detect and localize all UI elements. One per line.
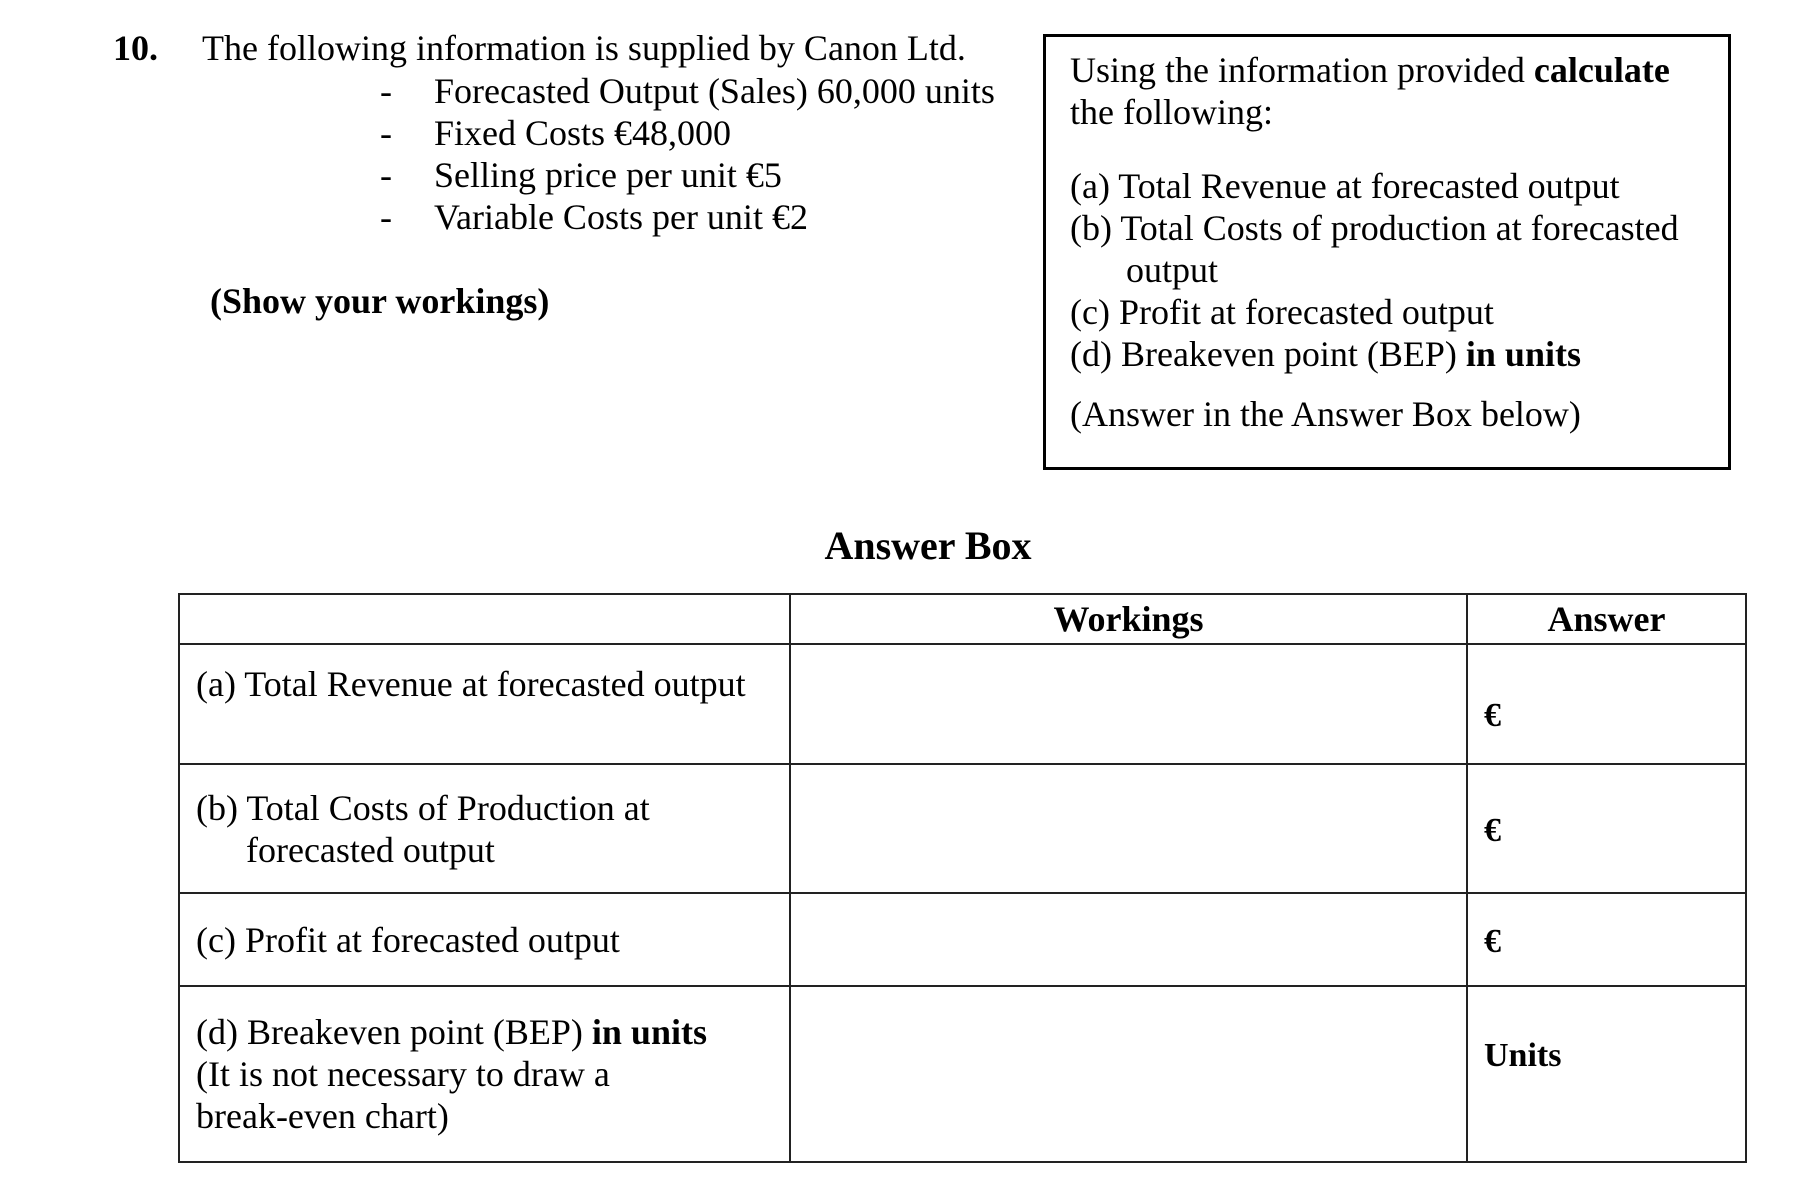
row-b-label-cell <box>179 764 790 893</box>
row-d-workings-cell[interactable] <box>790 986 1467 1162</box>
euro-symbol: € <box>1484 697 1501 734</box>
row-a-label-cell <box>179 644 790 764</box>
row-a-workings-cell[interactable] <box>790 644 1467 764</box>
given-data-list <box>380 70 995 238</box>
euro-symbol: € <box>1484 811 1501 849</box>
task-intro-bold: calculate <box>1533 50 1670 90</box>
table-row-b <box>179 764 1746 893</box>
table-row-a <box>179 644 1746 764</box>
task-item-d-text: (d) Breakeven point (BEP) <box>1070 334 1466 374</box>
row-d-label <box>196 1011 773 1137</box>
task-item-b-cont: output <box>1126 250 1219 290</box>
task-instructions-box <box>1043 34 1731 470</box>
task-item-b: (b) Total Costs of production at forecasted <box>1070 208 1679 248</box>
bullet-dash: - <box>380 71 392 111</box>
row-d-label-line3: break-even chart) <box>196 1096 449 1136</box>
row-d-answer-cell[interactable] <box>1467 986 1746 1162</box>
row-d-label-bold: in units <box>591 1012 707 1052</box>
task-intro-text: Using the information provided <box>1070 50 1534 90</box>
given-forecasted-output <box>380 70 995 112</box>
given-variable-costs <box>380 196 995 238</box>
row-a-label: (a) Total Revenue at forecasted output <box>196 664 746 704</box>
question-intro: The following information is supplied by Canon Ltd. <box>202 28 966 68</box>
show-workings-note: (Show your workings) <box>210 281 550 321</box>
row-b-workings-cell[interactable] <box>790 764 1467 893</box>
answer-table <box>178 593 1747 1163</box>
task-item-d <box>1070 333 1679 375</box>
row-b-label <box>196 787 773 871</box>
header-workings: Workings <box>790 594 1467 644</box>
bullet-dash: - <box>380 197 392 237</box>
answer-table-header <box>179 594 1746 644</box>
row-c-label-cell <box>179 893 790 986</box>
row-c-answer-cell[interactable] <box>1467 893 1746 986</box>
answer-box-title: Answer Box <box>824 523 1032 568</box>
given-selling-price <box>380 154 995 196</box>
header-answer: Answer <box>1467 594 1746 644</box>
row-d-label-text: (d) Breakeven point (BEP) <box>196 1012 592 1052</box>
bullet-dash: - <box>380 113 392 153</box>
task-item-d-bold: in units <box>1465 334 1581 374</box>
table-row-d <box>179 986 1746 1162</box>
bullet-text: Variable Costs per unit €2 <box>434 197 808 237</box>
header-blank <box>179 594 790 644</box>
row-d-label-line1 <box>196 1011 773 1053</box>
task-intro-line2: the following: <box>1070 92 1273 132</box>
row-d-label-cell <box>179 986 790 1162</box>
question-number: 10. <box>113 28 158 68</box>
bullet-text: Fixed Costs €48,000 <box>434 113 732 153</box>
row-c-workings-cell[interactable] <box>790 893 1467 986</box>
task-item-c: (c) Profit at forecasted output <box>1070 292 1494 332</box>
row-b-label-line1: (b) Total Costs of Production at <box>196 787 650 828</box>
given-fixed-costs <box>380 112 995 154</box>
bullet-text: Forecasted Output (Sales) 60,000 units <box>434 71 995 111</box>
task-note: (Answer in the Answer Box below) <box>1070 394 1581 434</box>
row-d-label-line2: (It is not necessary to draw a <box>196 1054 610 1094</box>
row-c-label: (c) Profit at forecasted output <box>196 919 620 960</box>
euro-symbol: € <box>1484 922 1501 960</box>
bullet-dash: - <box>380 155 392 195</box>
task-item-a: (a) Total Revenue at forecasted output <box>1070 166 1620 206</box>
units-label: Units <box>1484 1037 1562 1074</box>
row-a-answer-cell[interactable] <box>1467 644 1746 764</box>
row-b-answer-cell[interactable] <box>1467 764 1746 893</box>
table-row-c <box>179 893 1746 986</box>
bullet-text: Selling price per unit €5 <box>434 155 782 195</box>
task-intro-line1 <box>1070 49 1679 91</box>
row-b-label-line2: forecasted output <box>246 829 495 870</box>
